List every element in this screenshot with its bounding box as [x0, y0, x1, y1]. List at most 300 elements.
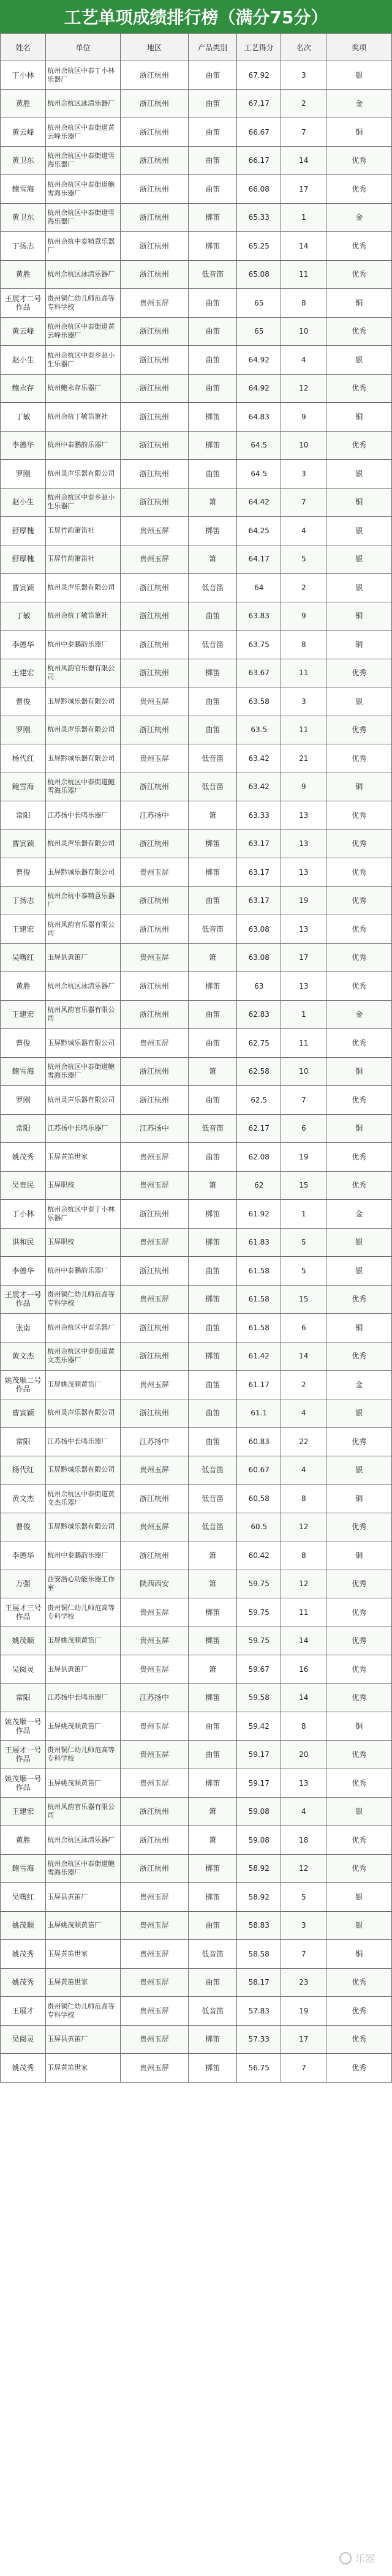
area-cell: 浙江杭州 [120, 1854, 188, 1883]
table-row [1, 1456, 392, 1485]
unit-cell: 杭州余杭区中泰街道黄云峰乐器厂 [46, 118, 120, 147]
area-cell: 江苏扬中 [120, 1428, 188, 1456]
rank-cell: 15 [281, 1171, 326, 1200]
header-area: 地区 [120, 34, 188, 61]
area-cell: 浙江杭州 [120, 1541, 188, 1570]
table-row [1, 232, 392, 261]
type-cell: 曲笛 [189, 1257, 237, 1286]
area-cell: 浙江杭州 [120, 773, 188, 801]
unit-cell: 贵州铜仁幼儿师范高等专科学校 [46, 1740, 120, 1769]
unit-cell: 玉屏黄笛世家 [46, 1968, 120, 1997]
type-cell: 曲笛 [189, 1428, 237, 1456]
area-cell: 浙江杭州 [120, 232, 188, 261]
table-row [1, 1712, 392, 1741]
rank-cell: 8 [281, 289, 326, 318]
rank-cell: 10 [281, 1057, 326, 1086]
unit-cell: 杭州余杭区中泰乡赵小生乐器厂 [46, 488, 120, 517]
table-row [1, 829, 392, 858]
score-cell: 60.5 [237, 1513, 281, 1541]
name-cell: 黄胜 [1, 89, 46, 118]
area-cell: 江苏扬中 [120, 1114, 188, 1143]
area-cell: 浙江杭州 [120, 574, 188, 602]
name-cell: 曹俊 [1, 858, 46, 887]
rank-cell: 4 [281, 1797, 326, 1826]
name-cell: 王展才 [1, 1997, 46, 2026]
table-row [1, 2025, 392, 2054]
area-cell: 贵州玉屏 [120, 1456, 188, 1485]
table-row [1, 460, 392, 489]
score-cell: 60.58 [237, 1485, 281, 1513]
unit-cell: 杭州余杭区泳清乐器厂 [46, 260, 120, 289]
table-row [1, 317, 392, 346]
rank-cell: 8 [281, 1541, 326, 1570]
table-row [1, 773, 392, 801]
unit-cell: 玉屏姚茂顺黄笛厂 [46, 1911, 120, 1940]
type-cell: 梆笛 [189, 1285, 237, 1314]
award-cell: 优秀 [326, 1285, 392, 1314]
unit-cell: 杭州余杭区泳清乐器厂 [46, 89, 120, 118]
rank-cell: 14 [281, 1683, 326, 1712]
score-cell: 64.17 [237, 545, 281, 574]
score-cell: 63.08 [237, 943, 281, 972]
score-cell: 59.75 [237, 1598, 281, 1627]
award-cell: 优秀 [326, 659, 392, 687]
area-cell: 江苏扬中 [120, 801, 188, 830]
unit-cell: 杭州中泰鹏韵乐器厂 [46, 431, 120, 460]
award-cell: 优秀 [326, 2054, 392, 2083]
area-cell: 浙江杭州 [120, 403, 188, 432]
award-cell: 银 [326, 1883, 392, 1912]
rank-cell: 2 [281, 574, 326, 602]
unit-cell: 玉屏竹韵箫笛社 [46, 545, 120, 574]
header-award: 奖项 [326, 34, 392, 61]
rank-cell: 3 [281, 61, 326, 90]
award-cell: 铜 [326, 1114, 392, 1143]
type-cell: 低音笛 [189, 574, 237, 602]
unit-cell: 玉屏县黄笛厂 [46, 1655, 120, 1684]
score-cell: 58.83 [237, 1911, 281, 1940]
name-cell: 丁扬志 [1, 886, 46, 915]
unit-cell: 玉屏职校 [46, 1228, 120, 1257]
area-cell: 浙江杭州 [120, 602, 188, 631]
award-cell: 优秀 [326, 232, 392, 261]
unit-cell: 西安浩心功能乐器工作室 [46, 1570, 120, 1598]
table-row [1, 431, 392, 460]
type-cell: 曲笛 [189, 1371, 237, 1399]
rank-cell: 7 [281, 1086, 326, 1115]
score-cell: 62.17 [237, 1114, 281, 1143]
area-cell: 贵州玉屏 [120, 1029, 188, 1058]
type-cell: 箫 [189, 1570, 237, 1598]
type-cell: 曲笛 [189, 317, 237, 346]
unit-cell: 杭州余杭丁敏笛箫社 [46, 403, 120, 432]
score-cell: 64.5 [237, 431, 281, 460]
unit-cell: 玉屏姚茂顺黄笛厂 [46, 1769, 120, 1798]
unit-cell: 江苏扬中长鸣乐器厂 [46, 1683, 120, 1712]
table-row [1, 1029, 392, 1058]
rank-cell: 2 [281, 1371, 326, 1399]
table-row [1, 1826, 392, 1855]
score-cell: 61.42 [237, 1342, 281, 1371]
table-row [1, 943, 392, 972]
score-cell: 62 [237, 1171, 281, 1200]
watermark-text: 乐器 [355, 2553, 375, 2564]
name-cell: 常阳 [1, 1428, 46, 1456]
award-cell: 银 [326, 1911, 392, 1940]
rank-cell: 18 [281, 1826, 326, 1855]
score-cell: 64.83 [237, 403, 281, 432]
score-cell: 66.08 [237, 175, 281, 204]
unit-cell: 杭州鲍永存乐器厂 [46, 374, 120, 403]
rank-cell: 9 [281, 403, 326, 432]
unit-cell: 杭州余杭区中泰乐器厂 [46, 1314, 120, 1342]
name-cell: 李德华 [1, 631, 46, 659]
award-cell: 铜 [326, 631, 392, 659]
award-cell: 优秀 [326, 431, 392, 460]
type-cell: 梆笛 [189, 2025, 237, 2054]
table-header-row [1, 34, 392, 61]
award-cell: 银 [326, 1399, 392, 1428]
table-row [1, 1371, 392, 1399]
unit-cell: 杭州灵声乐器有限公司 [46, 829, 120, 858]
name-cell: 洪和民 [1, 1228, 46, 1257]
rank-cell: 13 [281, 801, 326, 830]
table-row [1, 1143, 392, 1172]
type-cell: 低音笛 [189, 915, 237, 944]
award-cell: 优秀 [326, 1968, 392, 1997]
type-cell: 梆笛 [189, 403, 237, 432]
table-row [1, 1228, 392, 1257]
table-row [1, 602, 392, 631]
area-cell: 贵州玉屏 [120, 1712, 188, 1741]
unit-cell: 杭州中泰鹏韵乐器厂 [46, 1541, 120, 1570]
type-cell: 低音笛 [189, 1513, 237, 1541]
table-row [1, 1257, 392, 1286]
score-cell: 63.17 [237, 858, 281, 887]
type-cell: 低音笛 [189, 1456, 237, 1485]
area-cell: 贵州玉屏 [120, 1769, 188, 1798]
award-cell: 优秀 [326, 1683, 392, 1712]
type-cell: 梆笛 [189, 232, 237, 261]
rank-cell: 3 [281, 460, 326, 489]
name-cell: 黄卫东 [1, 146, 46, 175]
unit-cell: 杭州灵声乐器有限公司 [46, 574, 120, 602]
unit-cell: 杭州风韵官乐器有限公司 [46, 915, 120, 944]
rank-cell: 11 [281, 1029, 326, 1058]
name-cell: 杨代红 [1, 1456, 46, 1485]
award-cell: 优秀 [326, 146, 392, 175]
name-cell: 黄卫东 [1, 203, 46, 232]
award-cell: 优秀 [326, 943, 392, 972]
header-rank: 名次 [281, 34, 326, 61]
name-cell: 曹寅颖 [1, 1399, 46, 1428]
table-row [1, 289, 392, 318]
rank-cell: 13 [281, 915, 326, 944]
table-row [1, 61, 392, 90]
award-cell: 优秀 [326, 1428, 392, 1456]
area-cell: 浙江杭州 [120, 374, 188, 403]
table-row [1, 346, 392, 375]
watermark-logo-icon [339, 2552, 352, 2564]
score-cell: 59.17 [237, 1769, 281, 1798]
name-cell: 姚茂秀 [1, 1143, 46, 1172]
unit-cell: 玉屏竹韵箫笛社 [46, 517, 120, 545]
type-cell: 梆笛 [189, 1854, 237, 1883]
rank-cell: 19 [281, 1997, 326, 2026]
score-cell: 61.1 [237, 1399, 281, 1428]
award-cell: 优秀 [326, 915, 392, 944]
area-cell: 浙江杭州 [120, 488, 188, 517]
unit-cell: 江苏扬中长鸣乐器厂 [46, 1428, 120, 1456]
table-row [1, 1683, 392, 1712]
area-cell: 贵州玉屏 [120, 545, 188, 574]
score-cell: 59.58 [237, 1683, 281, 1712]
unit-cell: 贵州铜仁幼儿师范高等专科学校 [46, 289, 120, 318]
unit-cell: 江苏扬中长鸣乐器厂 [46, 1114, 120, 1143]
unit-cell: 杭州灵声乐器有限公司 [46, 716, 120, 744]
area-cell: 浙江杭州 [120, 89, 188, 118]
award-cell: 优秀 [326, 260, 392, 289]
table-row [1, 1399, 392, 1428]
area-cell: 陕西西安 [120, 1570, 188, 1598]
unit-cell: 杭州余杭区中泰街道黄云峰乐器厂 [46, 317, 120, 346]
area-cell: 贵州玉屏 [120, 289, 188, 318]
type-cell: 梆笛 [189, 1883, 237, 1912]
rank-cell: 4 [281, 346, 326, 375]
type-cell: 曲笛 [189, 1911, 237, 1940]
ranking-table [0, 33, 392, 2083]
unit-cell: 江苏扬中长鸣乐器厂 [46, 801, 120, 830]
rank-cell: 3 [281, 687, 326, 716]
award-cell: 铜 [326, 1541, 392, 1570]
rank-cell: 21 [281, 744, 326, 773]
table-row [1, 1541, 392, 1570]
table-row [1, 89, 392, 118]
unit-cell: 杭州风韵官乐器有限公司 [46, 659, 120, 687]
award-cell: 优秀 [326, 1627, 392, 1655]
area-cell: 浙江杭州 [120, 1485, 188, 1513]
table-row [1, 1968, 392, 1997]
rank-cell: 17 [281, 943, 326, 972]
type-cell: 箫 [189, 1655, 237, 1684]
name-cell: 丁敏 [1, 602, 46, 631]
name-cell: 王建宏 [1, 1000, 46, 1029]
area-cell: 浙江杭州 [120, 146, 188, 175]
score-cell: 63.67 [237, 659, 281, 687]
score-cell: 63.08 [237, 915, 281, 944]
score-cell: 61.17 [237, 1371, 281, 1399]
name-cell: 曹寅颖 [1, 574, 46, 602]
award-cell: 优秀 [326, 1086, 392, 1115]
score-cell: 58.92 [237, 1883, 281, 1912]
score-cell: 61.58 [237, 1285, 281, 1314]
unit-cell: 杭州余杭区中泰街道雪海乐器厂 [46, 146, 120, 175]
score-cell: 56.75 [237, 2054, 281, 2083]
award-cell: 优秀 [326, 886, 392, 915]
name-cell: 吴曙红 [1, 943, 46, 972]
area-cell: 浙江杭州 [120, 1399, 188, 1428]
award-cell: 铜 [326, 118, 392, 147]
type-cell: 箫 [189, 1826, 237, 1855]
type-cell: 曲笛 [189, 1029, 237, 1058]
table-row [1, 631, 392, 659]
rank-cell: 13 [281, 1769, 326, 1798]
unit-cell: 杭州中泰鹏韵乐器厂 [46, 1257, 120, 1286]
type-cell: 箫 [189, 545, 237, 574]
type-cell: 曲笛 [189, 61, 237, 90]
area-cell: 浙江杭州 [120, 460, 188, 489]
table-row [1, 175, 392, 204]
rank-cell: 4 [281, 517, 326, 545]
type-cell: 箫 [189, 943, 237, 972]
rank-cell: 14 [281, 1627, 326, 1655]
unit-cell: 杭州灵声乐器有限公司 [46, 1086, 120, 1115]
name-cell: 姚茂秀 [1, 2054, 46, 2083]
area-cell: 浙江杭州 [120, 203, 188, 232]
area-cell: 浙江杭州 [120, 1342, 188, 1371]
award-cell: 铜 [326, 1057, 392, 1086]
score-cell: 59.75 [237, 1570, 281, 1598]
area-cell: 浙江杭州 [120, 1057, 188, 1086]
area-cell: 贵州玉屏 [120, 1740, 188, 1769]
rank-cell: 10 [281, 431, 326, 460]
name-cell: 曹俊 [1, 1029, 46, 1058]
award-cell: 优秀 [326, 1740, 392, 1769]
score-cell: 64.25 [237, 517, 281, 545]
area-cell: 贵州玉屏 [120, 1627, 188, 1655]
type-cell: 梆笛 [189, 517, 237, 545]
table-row [1, 2054, 392, 2083]
rank-cell: 4 [281, 1456, 326, 1485]
name-cell: 王建宏 [1, 659, 46, 687]
table-row [1, 374, 392, 403]
table-row [1, 1513, 392, 1541]
table-row [1, 1000, 392, 1029]
award-cell: 优秀 [326, 1655, 392, 1684]
table-row [1, 488, 392, 517]
unit-cell: 贵州铜仁幼儿师范高等专科学校 [46, 1285, 120, 1314]
award-cell: 银 [326, 1456, 392, 1485]
unit-cell: 杭州余杭中泰精意乐器厂 [46, 232, 120, 261]
header-unit: 单位 [46, 34, 120, 61]
header-type: 产品类别 [189, 34, 237, 61]
type-cell: 梆笛 [189, 1200, 237, 1229]
table-row [1, 858, 392, 887]
unit-cell: 杭州余杭丁敏笛箫社 [46, 602, 120, 631]
area-cell: 贵州玉屏 [120, 1513, 188, 1541]
type-cell: 曲笛 [189, 289, 237, 318]
unit-cell: 玉屏县黄笛厂 [46, 943, 120, 972]
name-cell: 曹寅颖 [1, 829, 46, 858]
table-row [1, 1485, 392, 1513]
award-cell: 银 [326, 687, 392, 716]
award-cell: 铜 [326, 403, 392, 432]
type-cell: 低音笛 [189, 1997, 237, 2026]
rank-cell: 16 [281, 1655, 326, 1684]
table-row [1, 1940, 392, 1969]
unit-cell: 杭州灵声乐器有限公司 [46, 1399, 120, 1428]
area-cell: 贵州玉屏 [120, 744, 188, 773]
table-row [1, 403, 392, 432]
award-cell: 铜 [326, 773, 392, 801]
area-cell: 贵州玉屏 [120, 1285, 188, 1314]
rank-cell: 2 [281, 89, 326, 118]
rank-cell: 7 [281, 1940, 326, 1969]
area-cell: 浙江杭州 [120, 1000, 188, 1029]
rank-cell: 14 [281, 232, 326, 261]
name-cell: 丁敏 [1, 403, 46, 432]
unit-cell: 杭州余杭区泳清乐器厂 [46, 1826, 120, 1855]
name-cell: 黄文杰 [1, 1342, 46, 1371]
rank-cell: 13 [281, 972, 326, 1001]
score-cell: 61.58 [237, 1314, 281, 1342]
score-cell: 62.83 [237, 1000, 281, 1029]
award-cell: 优秀 [326, 1570, 392, 1598]
area-cell: 浙江杭州 [120, 260, 188, 289]
score-cell: 62.5 [237, 1086, 281, 1115]
rank-cell: 12 [281, 1513, 326, 1541]
score-cell: 60.67 [237, 1456, 281, 1485]
name-cell: 鲍永存 [1, 374, 46, 403]
name-cell: 吴贵民 [1, 1171, 46, 1200]
score-cell: 64.42 [237, 488, 281, 517]
name-cell: 赵小生 [1, 346, 46, 375]
area-cell: 浙江杭州 [120, 1826, 188, 1855]
unit-cell: 杭州余杭区泳清乐器厂 [46, 972, 120, 1001]
area-cell: 浙江杭州 [120, 972, 188, 1001]
award-cell: 银 [326, 1257, 392, 1286]
area-cell: 浙江杭州 [120, 659, 188, 687]
type-cell: 梆笛 [189, 431, 237, 460]
award-cell: 优秀 [326, 744, 392, 773]
name-cell: 姚茂顺一号作品 [1, 1769, 46, 1798]
rank-cell: 11 [281, 260, 326, 289]
score-cell: 64.5 [237, 460, 281, 489]
area-cell: 浙江杭州 [120, 346, 188, 375]
area-cell: 浙江杭州 [120, 1797, 188, 1826]
table-row [1, 1655, 392, 1684]
table-row [1, 1883, 392, 1912]
type-cell: 箫 [189, 1797, 237, 1826]
type-cell: 曲笛 [189, 886, 237, 915]
score-cell: 66.17 [237, 146, 281, 175]
table-row [1, 1627, 392, 1655]
name-cell: 姚茂顺一号作品 [1, 1712, 46, 1741]
score-cell: 64.92 [237, 374, 281, 403]
name-cell: 鲍雪海 [1, 1057, 46, 1086]
table-row [1, 545, 392, 574]
table-row [1, 687, 392, 716]
award-cell: 优秀 [326, 175, 392, 204]
rank-cell: 23 [281, 1968, 326, 1997]
table-row [1, 1057, 392, 1086]
award-cell: 铜 [326, 289, 392, 318]
area-cell: 浙江杭州 [120, 716, 188, 744]
table-row [1, 1570, 392, 1598]
area-cell: 贵州玉屏 [120, 2025, 188, 2054]
score-cell: 61.83 [237, 1228, 281, 1257]
unit-cell: 玉屏姚茂顺黄笛厂 [46, 1712, 120, 1741]
table-row [1, 801, 392, 830]
score-cell: 67.92 [237, 61, 281, 90]
unit-cell: 杭州余杭区中泰街道鲍雪海乐器厂 [46, 1057, 120, 1086]
area-cell: 贵州玉屏 [120, 1143, 188, 1172]
unit-cell: 玉屏黔城乐器有限公司 [46, 1513, 120, 1541]
award-cell: 金 [326, 203, 392, 232]
rank-cell: 1 [281, 1200, 326, 1229]
type-cell: 曲笛 [189, 1399, 237, 1428]
type-cell: 梆笛 [189, 1342, 237, 1371]
